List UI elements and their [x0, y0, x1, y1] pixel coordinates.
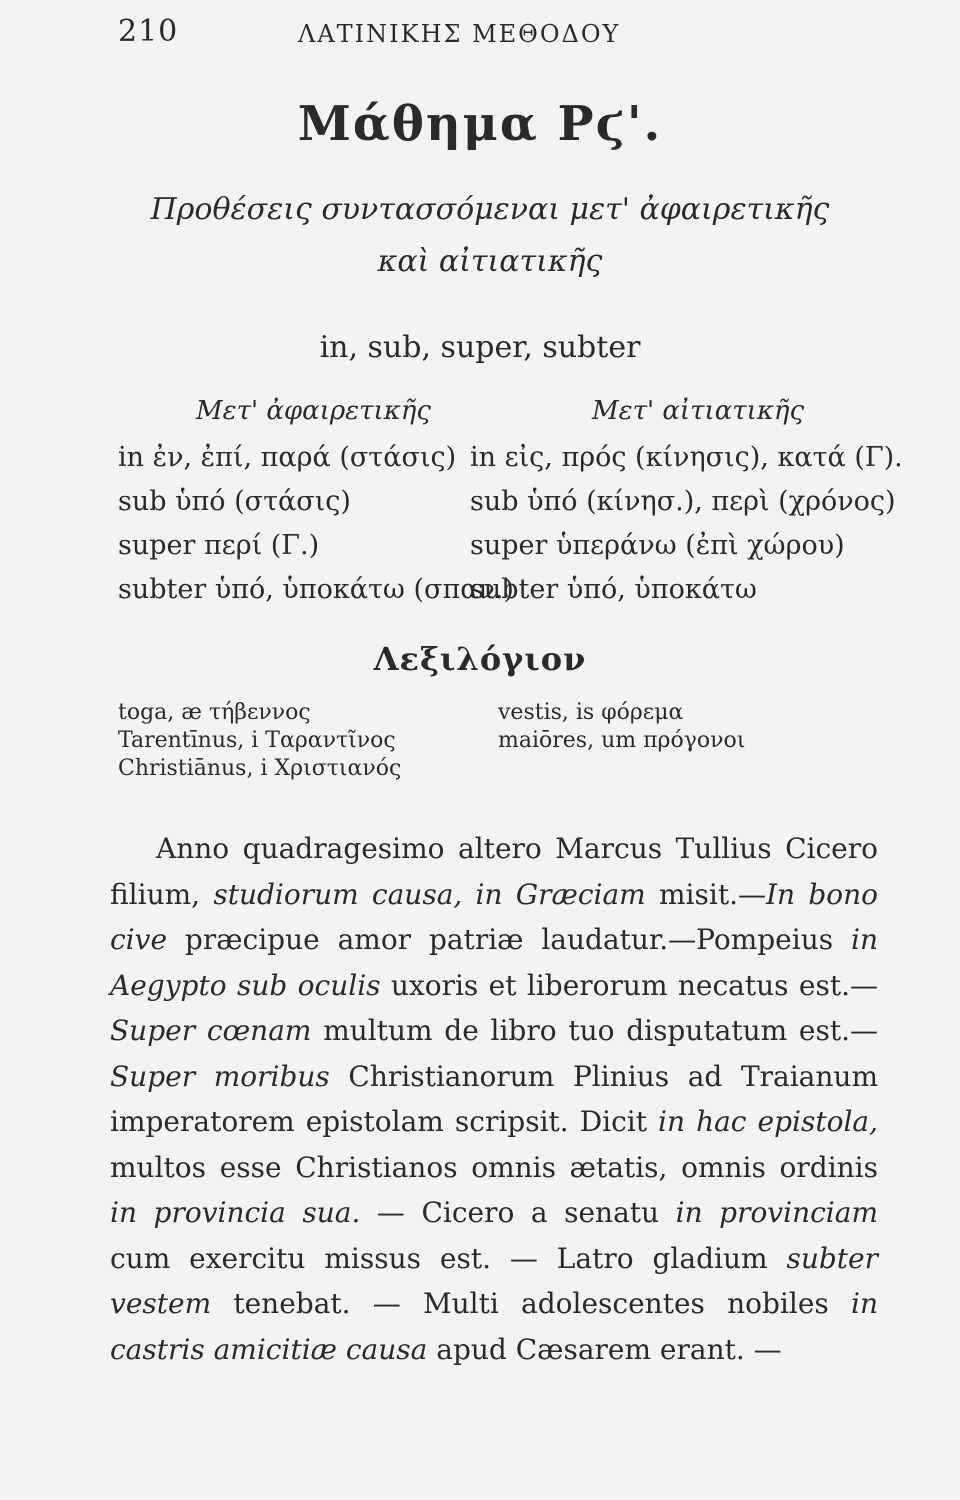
vocabulary-entry: toga, æ τήβεννος	[118, 700, 311, 725]
passage-segment: Anno quadragesimo altero Marcus Tullius Cicero filium,	[110, 832, 878, 911]
passage-italic-segment: in provincia sua.	[110, 1196, 361, 1229]
passage-italic-segment: in hac epistola,	[658, 1105, 878, 1138]
running-head: ΛΑΤΙΝΙΚΗΣ ΜΕΘΟΔΟΥ	[298, 20, 621, 48]
passage-segment: apud Cæsarem erant. —	[427, 1332, 782, 1366]
passage-segment: multum de libro tuo disputatum est.—	[311, 1014, 878, 1047]
passage-italic-segment: in provinciam	[675, 1196, 878, 1229]
page-number: 210	[118, 14, 179, 49]
vocabulary-entry: Tarentīnus, i Ταραντῖνος	[118, 728, 396, 753]
preposition-list: in, sub, super, subter	[319, 330, 641, 365]
vocabulary-heading: Λεξιλόγιον	[373, 640, 587, 678]
ablative-usage: super περί (Γ.)	[118, 530, 320, 561]
preposition-row	[118, 486, 898, 530]
vocabulary-list	[118, 700, 898, 784]
accusative-usage: in εἰς, πρός (κίνησις), κατά (Γ).	[470, 442, 903, 473]
passage-italic-segment: in castris amicitiæ causa	[110, 1287, 878, 1366]
passage-segment: — Cicero a senatu	[360, 1196, 676, 1229]
page-header	[118, 14, 880, 64]
passage-segment: uxoris et liberorum necatus est.—	[380, 968, 878, 1002]
preposition-table	[118, 442, 903, 618]
lesson-subtitle-line-1: Προθέσεις συντασσόμεναι μετ' ἀφαιρετικῆς	[150, 192, 830, 227]
passage-segment: multos esse Christianos omnis ætatis, omnis ordinis	[110, 1150, 878, 1184]
ablative-usage: in ἐν, ἐπί, παρά (στάσις)	[118, 442, 457, 473]
exercise-passage	[110, 826, 878, 1372]
vocabulary-entry: maiōres, um πρόγονοι	[498, 728, 746, 753]
passage-segment: Christianorum Plinius ad Traianum imperatorem epistolam scripsit. Dicit	[110, 1059, 878, 1138]
vocabulary-entry: Christiānus, i Χριστιανός	[118, 756, 402, 781]
passage-segment: præcipue amor patriæ laudatur.—Pompeius	[167, 923, 851, 956]
passage-paragraph	[110, 826, 878, 1372]
ablative-column-heading: Μετ' ἀφαιρετικῆς	[196, 396, 431, 426]
accusative-usage: sub ὑπό (κίνησ.), περὶ (χρόνος)	[470, 486, 896, 517]
passage-segment: tenebat. — Multi adolescentes nobiles	[211, 1287, 851, 1320]
accusative-column-heading: Μετ' αἰτιατικῆς	[592, 396, 805, 426]
ablative-usage: subter ὑπό, ὑποκάτω (σπαν.)	[118, 574, 514, 605]
passage-italic-segment: in Aegypto sub oculis	[110, 923, 878, 1002]
ablative-usage: sub ὑπό (στάσις)	[118, 486, 351, 517]
preposition-row	[118, 574, 898, 618]
vocabulary-row	[118, 728, 898, 756]
passage-italic-segment: Super moribus	[110, 1059, 330, 1093]
accusative-usage: subter ὑπό, ὑποκάτω	[470, 574, 757, 605]
accusative-usage: super ὑπεράνω (ἐπὶ χώρου)	[470, 530, 845, 561]
passage-italic-segment: subter vestem	[110, 1241, 878, 1320]
preposition-row	[118, 442, 903, 486]
vocabulary-row	[118, 700, 898, 728]
passage-italic-segment: Super cœnam	[110, 1014, 312, 1047]
passage-segment: cum exercitu missus est. — Latro gladium	[110, 1241, 787, 1275]
vocabulary-entry: vestis, is φόρεμα	[498, 700, 684, 725]
passage-segment: misit.—	[645, 877, 766, 911]
lesson-title: Μάθημα Ρϛ'.	[297, 96, 663, 152]
vocabulary-row	[118, 756, 898, 784]
passage-italic-segment: In bono cive	[110, 877, 878, 956]
passage-italic-segment: studiorum causa, in Græciam	[213, 877, 646, 911]
lesson-subtitle-line-2: καὶ αἰτιατικῆς	[377, 244, 603, 279]
preposition-row	[118, 530, 898, 574]
